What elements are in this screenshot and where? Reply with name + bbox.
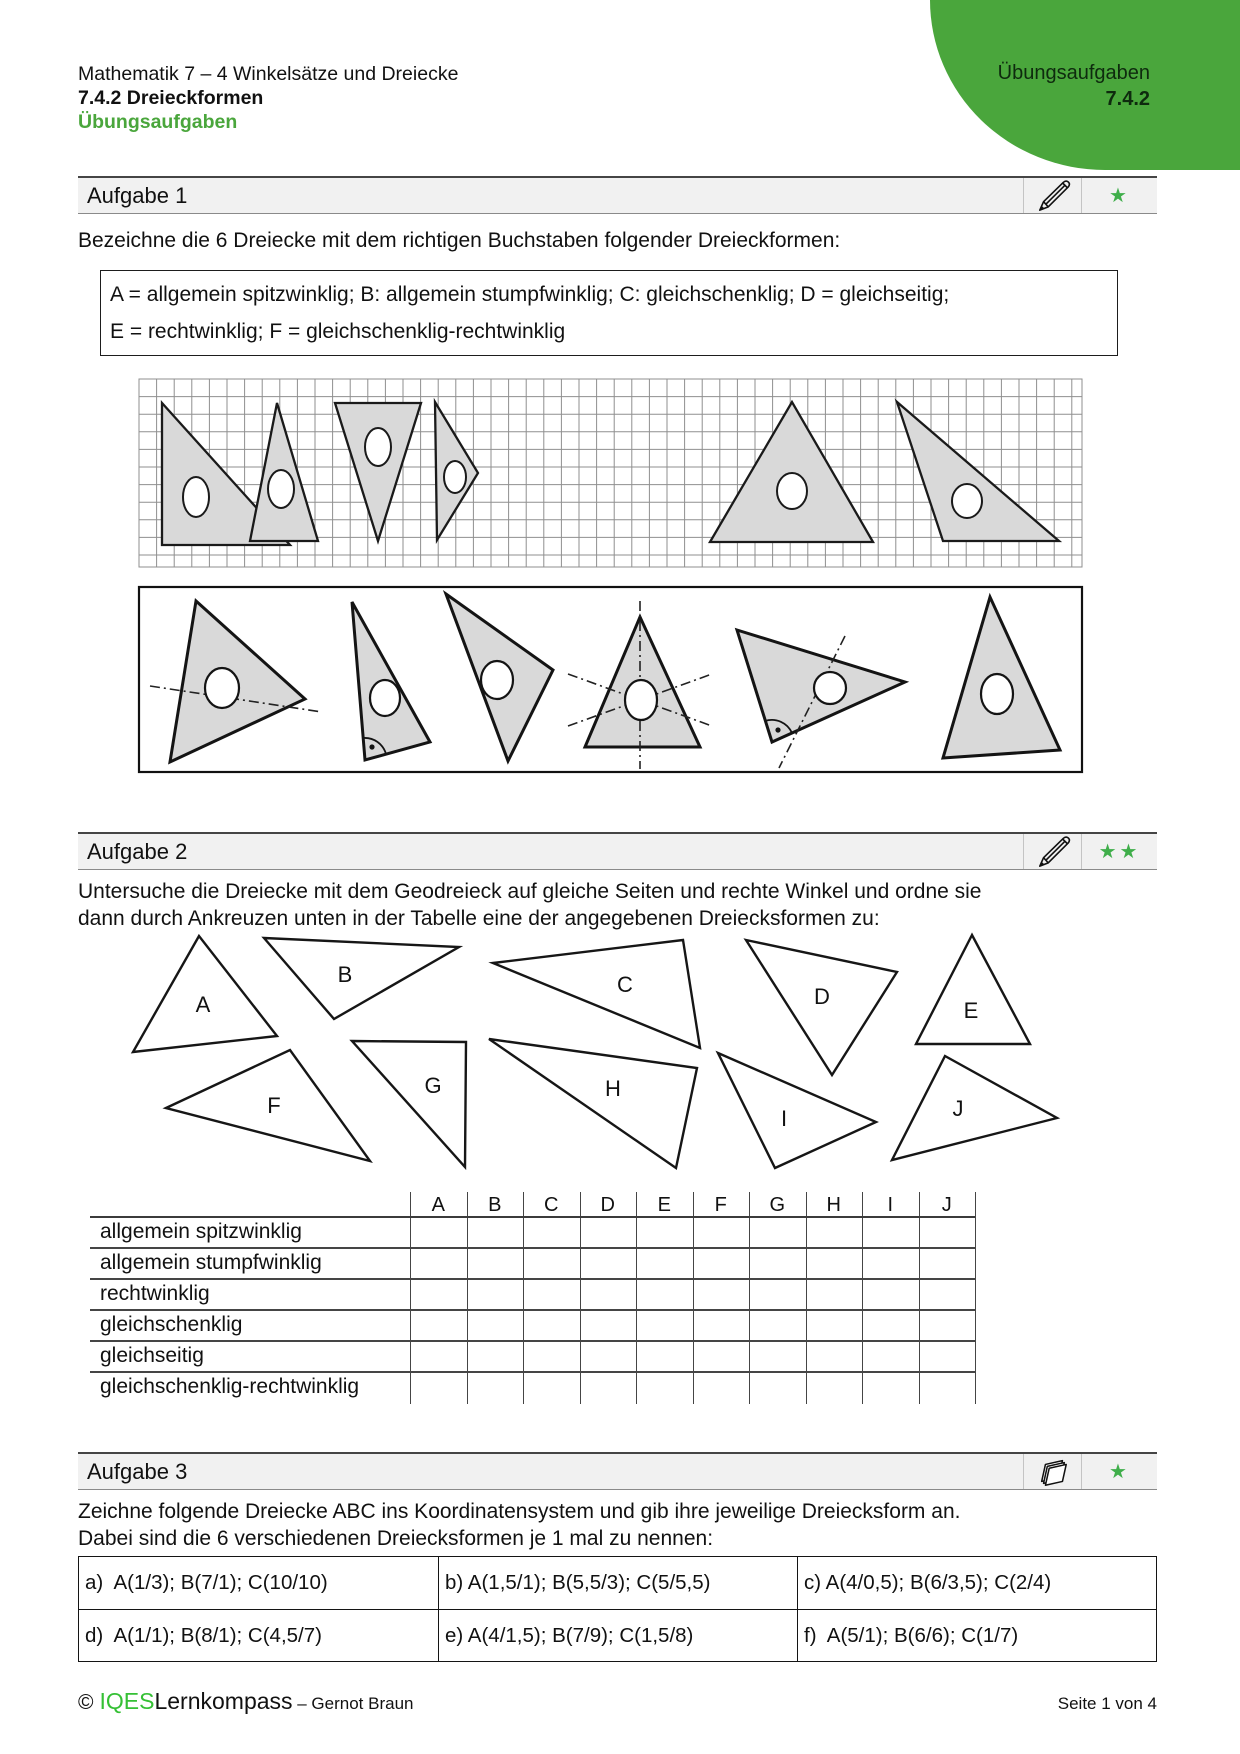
answer-cell-I-row3: [863, 1280, 918, 1307]
labeled-triangle: [892, 1056, 1057, 1160]
answer-cell-D-row3: [581, 1280, 636, 1307]
answer-cell-D-row4: [581, 1311, 636, 1338]
header-course: Mathematik 7 – 4 Winkelsätze und Dreiecke: [78, 63, 459, 85]
coord-cell-d: d) A(1/1); B(8/1); C(4,5/7): [79, 1609, 438, 1661]
triangle-hole: [183, 477, 209, 517]
classification-table: [90, 1192, 975, 1404]
answer-cell-F-row2: [694, 1249, 749, 1276]
answer-cell-A-row2: [411, 1249, 466, 1276]
page-number: Seite 1 von 4: [1057, 1694, 1157, 1713]
triangle-hole: [268, 470, 294, 508]
definition-line1: A = allgemein spitzwinklig; B: allgemein stumpfwinklig; C: gleichschenklig; D = gleichseitig;: [110, 283, 950, 306]
footer-brand: [78, 1688, 414, 1715]
task-bar-aufgabe-2: [78, 832, 1157, 870]
answer-cell-G-row5: [750, 1342, 805, 1369]
aufgabe2-intro: [78, 878, 981, 932]
triangle-label: F: [267, 1093, 281, 1118]
answer-cell-I-row4: [863, 1311, 918, 1338]
answer-cell-A-row4: [411, 1311, 466, 1338]
aufgabe2-intro-line1: Untersuche die Dreiecke mit dem Geodreieck auf gleiche Seiten und rechte Winkel und ordne sie: [78, 880, 982, 903]
answer-cell-G-row3: [750, 1280, 805, 1307]
triangle-hole: [814, 672, 846, 704]
coord-cell-f: f) A(5/1); B(6/6); C(1/7): [797, 1609, 1156, 1661]
pencil-icon: [1023, 178, 1081, 213]
aufgabe1-intro: Bezeichne die 6 Dreiecke mit dem richtigen Buchstaben folgender Dreieckformen:: [78, 229, 841, 252]
aufgabe3-intro-line1: Zeichne folgende Dreiecke ABC ins Koordinatensystem und gib ihre jeweilige Dreiecksform an.: [78, 1500, 961, 1523]
angle-dot: [775, 727, 780, 732]
column-header-B: B: [488, 1194, 502, 1216]
answer-cell-E-row2: [637, 1249, 692, 1276]
difficulty-stars: ★: [1081, 178, 1157, 213]
answer-cell-C-row3: [524, 1280, 579, 1307]
triangle-label: E: [963, 998, 979, 1023]
answer-cell-D-row1: [581, 1218, 636, 1245]
triangle-hole: [444, 461, 466, 493]
angle-dot: [369, 744, 374, 749]
header-subtitle: Übungsaufgaben: [78, 111, 238, 133]
coord-cell-a: a) A(1/3); B(7/1); C(10/10): [85, 1571, 328, 1594]
row-label: gleichschenklig-rechtwinklig: [100, 1375, 360, 1398]
answer-cell-A-row6: [411, 1373, 466, 1400]
answer-cell-H-row4: [807, 1311, 862, 1338]
answer-cell-F-row6: [694, 1373, 749, 1400]
column-header-G: G: [769, 1194, 786, 1216]
pencil-icon: [1023, 834, 1081, 869]
column-header-I: I: [887, 1194, 894, 1216]
triangle-hole: [625, 680, 657, 720]
notebook-icon: [1023, 1454, 1081, 1489]
answer-cell-C-row2: [524, 1249, 579, 1276]
footer-author: – Gernot Braun: [292, 1694, 414, 1713]
answer-cell-J-row3: [920, 1280, 975, 1307]
answer-cell-C-row1: [524, 1218, 579, 1245]
answer-cell-B-row6: [468, 1373, 523, 1400]
coord-cell-c: c) A(4/0,5); B(6/3,5); C(2/4): [797, 1557, 1156, 1609]
corner-badge-line1: Übungsaufgaben: [997, 62, 1150, 84]
answer-cell-J-row2: [920, 1249, 975, 1276]
labeled-triangle: [493, 940, 700, 1048]
task-title: Aufgabe 2: [87, 838, 188, 864]
table-column-line: [975, 1192, 976, 1404]
triangle-hole: [481, 661, 513, 699]
coordinates-table: [78, 1556, 1157, 1662]
answer-cell-H-row3: [807, 1280, 862, 1307]
answer-cell-D-row6: [581, 1373, 636, 1400]
answer-cell-E-row6: [637, 1373, 692, 1400]
row-label: gleichseitig: [100, 1344, 204, 1367]
row-label: rechtwinklig: [100, 1282, 210, 1305]
answer-cell-H-row6: [807, 1373, 862, 1400]
grid-triangle: [710, 402, 873, 542]
triangle-hole: [777, 473, 807, 509]
aufgabe3-intro-line2: Dabei sind die 6 verschiedenen Dreiecksformen je 1 mal zu nennen:: [78, 1527, 714, 1550]
corner-badge-line2: 7.4.2: [1105, 88, 1150, 110]
task-bar-aufgabe-3: [78, 1452, 1157, 1490]
definition-line2: E = rechtwinklig; F = gleichschenklig-rechtwinklig: [110, 320, 566, 343]
column-header-E: E: [657, 1194, 671, 1216]
header-chapter: 7.4.2 Dreieckformen: [78, 87, 264, 109]
difficulty-stars: ★: [1081, 1454, 1157, 1489]
column-header-H: H: [826, 1194, 841, 1216]
answer-cell-E-row1: [637, 1218, 692, 1245]
triangle-hole: [952, 484, 982, 518]
task-bar-aufgabe-1: [78, 176, 1157, 214]
row-label: allgemein spitzwinklig: [100, 1220, 302, 1243]
triangle-hole: [365, 428, 391, 466]
answer-cell-E-row4: [637, 1311, 692, 1338]
coord-cell-b: b) A(1,5/1); B(5,5/3); C(5/5,5): [438, 1557, 797, 1609]
answer-cell-C-row5: [524, 1342, 579, 1369]
triangle-label: A: [195, 992, 211, 1017]
answer-cell-J-row1: [920, 1218, 975, 1245]
triangle-label: B: [337, 962, 353, 987]
labeled-triangle: [489, 1039, 697, 1168]
triangle-label: G: [424, 1073, 442, 1098]
triangle-hole: [205, 668, 239, 708]
labeled-triangle: [352, 1041, 466, 1167]
answer-cell-A-row5: [411, 1342, 466, 1369]
answer-cell-G-row4: [750, 1311, 805, 1338]
copyright-icon: ©: [78, 1691, 94, 1714]
row-label: gleichschenklig: [100, 1313, 243, 1336]
answer-cell-J-row5: [920, 1342, 975, 1369]
column-header-D: D: [600, 1194, 615, 1216]
triangle-hole: [981, 674, 1013, 714]
answer-cell-C-row6: [524, 1373, 579, 1400]
answer-cell-I-row6: [863, 1373, 918, 1400]
answer-cell-F-row5: [694, 1342, 749, 1369]
aufgabe3-intro: [78, 1498, 960, 1552]
answer-cell-D-row5: [581, 1342, 636, 1369]
answer-cell-I-row5: [863, 1342, 918, 1369]
answer-cell-H-row5: [807, 1342, 862, 1369]
aufgabe1-definition-box: [100, 270, 1118, 356]
column-header-C: C: [544, 1194, 559, 1216]
answer-cell-B-row1: [468, 1218, 523, 1245]
triangle-hole: [370, 680, 400, 716]
brand-iqes: IQES: [99, 1688, 155, 1714]
answer-cell-A-row3: [411, 1280, 466, 1307]
answer-cell-H-row2: [807, 1249, 862, 1276]
row-label: allgemein stumpfwinklig: [100, 1251, 322, 1274]
answer-cell-F-row1: [694, 1218, 749, 1245]
labeled-triangle: [718, 1053, 876, 1168]
column-header-J: J: [941, 1194, 952, 1216]
answer-cell-I-row2: [863, 1249, 918, 1276]
coord-cell-e: e) A(4/1,5); B(7/9); C(1,5/8): [438, 1609, 797, 1661]
triangle-label: I: [780, 1106, 788, 1131]
answer-cell-B-row2: [468, 1249, 523, 1276]
answer-cell-G-row6: [750, 1373, 805, 1400]
answer-cell-G-row2: [750, 1249, 805, 1276]
answer-cell-G-row1: [750, 1218, 805, 1245]
triangle-label: H: [605, 1076, 621, 1101]
answer-cell-H-row1: [807, 1218, 862, 1245]
answer-cell-C-row4: [524, 1311, 579, 1338]
labeled-triangle: [264, 938, 459, 1019]
answer-cell-D-row2: [581, 1249, 636, 1276]
answer-cell-E-row5: [637, 1342, 692, 1369]
answer-cell-B-row5: [468, 1342, 523, 1369]
difficulty-stars: ★★: [1081, 834, 1157, 869]
answer-cell-F-row3: [694, 1280, 749, 1307]
answer-cell-F-row4: [694, 1311, 749, 1338]
answer-cell-B-row3: [468, 1280, 523, 1307]
answer-cell-B-row4: [468, 1311, 523, 1338]
aufgabe2-intro-line2: dann durch Ankreuzen unten in der Tabelle eine der angegebenen Dreiecksformen zu:: [78, 907, 880, 930]
task-title: Aufgabe 3: [87, 1458, 188, 1484]
column-header-F: F: [714, 1194, 727, 1216]
brand-lernkompass: Lernkompass: [154, 1688, 293, 1714]
triangle-label: J: [952, 1096, 964, 1121]
triangle-label: D: [814, 984, 830, 1009]
answer-cell-I-row1: [863, 1218, 918, 1245]
task-title: Aufgabe 1: [87, 182, 188, 208]
labeled-triangle: [916, 935, 1030, 1044]
column-header-A: A: [431, 1194, 445, 1216]
triangle-label: C: [617, 972, 633, 997]
answer-cell-J-row6: [920, 1373, 975, 1400]
answer-cell-E-row3: [637, 1280, 692, 1307]
answer-cell-J-row4: [920, 1311, 975, 1338]
answer-cell-A-row1: [411, 1218, 466, 1245]
